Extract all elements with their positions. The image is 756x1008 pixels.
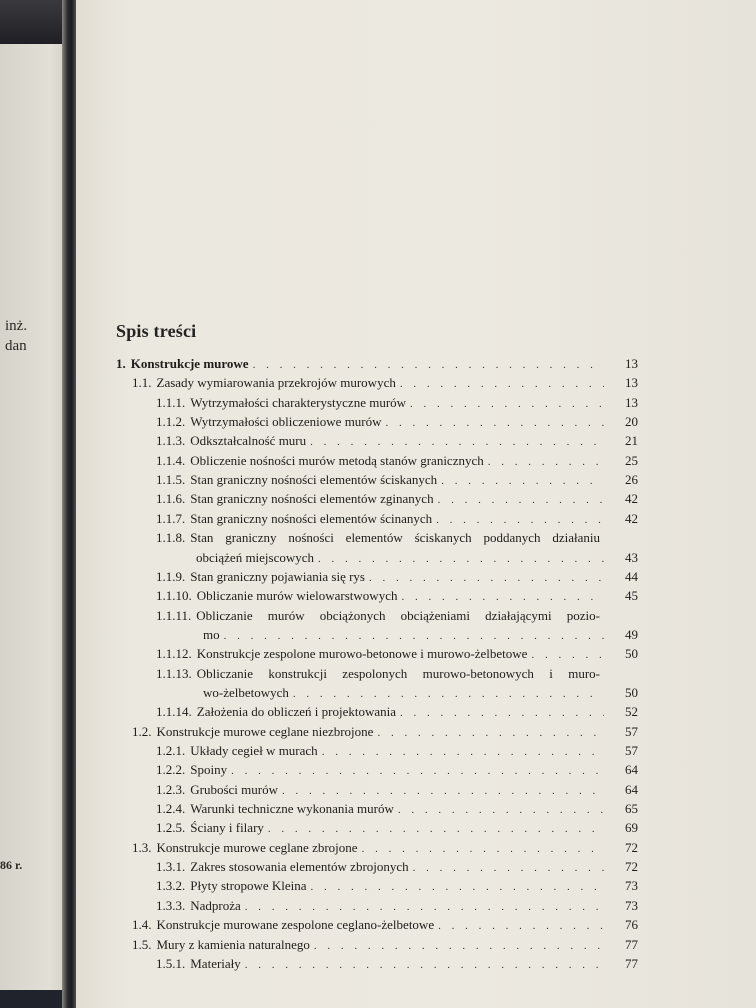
toc-leader-dots: [318, 551, 604, 568]
toc-entry-title: Stan graniczny nośności elementów ściskanych poddanych działaniu: [190, 530, 600, 545]
toc-entry-number: 1.3.: [132, 840, 152, 855]
toc-entry: [156, 587, 638, 604]
toc-entry: [156, 529, 638, 546]
page-title: Spis treści: [116, 321, 197, 341]
toc-entry-title: Mury z kamienia naturalnego: [156, 937, 310, 952]
toc-entry-page: 72: [625, 840, 638, 855]
left-page-fragment: 86 r.: [0, 858, 23, 872]
toc-entry: [156, 761, 638, 778]
toc-entry-number: 1.1.7.: [156, 511, 186, 526]
toc-entry-title: Założenia do obliczeń i projektowania: [196, 704, 397, 719]
toc-entry: [132, 723, 638, 740]
toc-entry: [156, 897, 638, 914]
toc-leader-dots: [401, 589, 604, 606]
toc-entry-page: 65: [625, 801, 638, 816]
toc-entry-title: Konstrukcje zespolone murowo-betonowe i murowo-żelbetowe: [196, 646, 528, 661]
toc-leader-dots: [245, 899, 604, 916]
toc-entry-number: 1.1.: [132, 375, 152, 390]
toc-entry-number: 1.1.1.: [156, 395, 186, 410]
toc-entry-page: 69: [625, 820, 638, 835]
toc-entry-page: 42: [625, 511, 638, 526]
toc-entry: [156, 877, 638, 894]
toc-entry-page: 64: [625, 782, 638, 797]
toc-leader-dots: [293, 686, 604, 703]
toc-entry-number: 1.1.5.: [156, 472, 186, 487]
toc-entry: [156, 607, 638, 624]
toc-entry-number: 1.2.2.: [156, 762, 186, 777]
toc-entry: [116, 355, 638, 372]
toc-leader-dots: [441, 473, 604, 490]
toc-entry: [156, 645, 638, 662]
toc-entry-title: Obliczanie konstrukcji zespolonych murowo-betonowych i muro-: [196, 666, 600, 681]
toc-entry-number: 1.3.3.: [156, 898, 186, 913]
toc-entry-page: 42: [625, 491, 638, 506]
toc-entry-title: Konstrukcje murowe: [130, 356, 249, 371]
toc-entry-page: 77: [625, 956, 638, 971]
toc-entry: [156, 800, 638, 817]
toc-entry-page: 50: [625, 646, 638, 661]
toc-entry-title: Obliczenie nośności murów metodą stanów granicznych: [190, 453, 484, 468]
toc-entry: [132, 839, 638, 856]
toc-entry-title: Obliczanie murów obciążonych obciążeniami działającymi pozio-: [196, 608, 600, 623]
toc-entry-page: 57: [625, 724, 638, 739]
toc-entry-page: 49: [625, 627, 638, 642]
toc-entry: [156, 394, 638, 411]
toc-entry-page: 13: [625, 395, 638, 410]
toc-entry-title: Spoiny: [190, 762, 228, 777]
toc-entry-page: 77: [625, 937, 638, 952]
toc-entry-number: 1.1.10.: [156, 588, 192, 603]
toc-entry-number: 1.1.13.: [156, 666, 192, 681]
toc-entry: [156, 452, 638, 469]
toc-leader-dots: [400, 705, 604, 722]
toc-entry-continuation: [203, 626, 638, 643]
toc-leader-dots: [310, 434, 604, 451]
toc-entry-title: Stan graniczny nośności elementów ściskanych: [190, 472, 438, 487]
toc-entry-continuation: [196, 549, 638, 566]
toc-leader-dots: [362, 841, 604, 858]
toc-entry-page: 52: [625, 704, 638, 719]
toc-entry-page: 50: [625, 685, 638, 700]
toc-entry-number: 1.: [116, 356, 126, 371]
toc-entry-number: 1.2.5.: [156, 820, 186, 835]
toc-entry-title: Warunki techniczne wykonania murów: [190, 801, 394, 816]
toc-entry-number: 1.1.12.: [156, 646, 192, 661]
toc-leader-dots: [322, 744, 604, 761]
toc-entry-number: 1.1.11.: [156, 608, 192, 623]
toc-entry-page: 21: [625, 433, 638, 448]
toc-entry-number: 1.3.2.: [156, 878, 186, 893]
toc-entry-number: 1.1.9.: [156, 569, 186, 584]
toc-entry-page: 25: [625, 453, 638, 468]
toc-entry-number: 1.5.1.: [156, 956, 186, 971]
toc-entry-number: 1.2.3.: [156, 782, 186, 797]
toc-leader-dots: [386, 415, 604, 432]
toc-entry-title: Grubości murów: [190, 782, 278, 797]
toc-entry-title: Płyty stropowe Kleina: [190, 878, 307, 893]
toc-entry-number: 1.1.14.: [156, 704, 192, 719]
toc-entry-number: 1.4.: [132, 917, 152, 932]
toc-entry-number: 1.1.3.: [156, 433, 186, 448]
toc-leader-dots: [268, 821, 604, 838]
toc-leader-dots: [231, 763, 604, 780]
toc-leader-dots: [398, 802, 604, 819]
toc-entry-title: Konstrukcje murowe ceglane niezbrojone: [156, 724, 374, 739]
toc-entry-page: 57: [625, 743, 638, 758]
toc-entry-title: Konstrukcje murowe ceglane zbrojone: [156, 840, 358, 855]
toc-entry-page: 45: [625, 588, 638, 603]
toc-entry-title-continuation: obciążeń miejscowych: [196, 550, 315, 565]
toc-entry-page: 44: [625, 569, 638, 584]
toc-leader-dots: [224, 628, 604, 645]
toc-entry-number: 1.2.1.: [156, 743, 186, 758]
toc-entry: [156, 490, 638, 507]
toc-entry-page: 73: [625, 898, 638, 913]
toc-entry-page: 72: [625, 859, 638, 874]
toc-entry: [156, 510, 638, 527]
toc-entry-page: 26: [625, 472, 638, 487]
toc-entry-title-continuation: mo: [203, 627, 220, 642]
toc-leader-dots: [531, 647, 604, 664]
toc-entry: [156, 742, 638, 759]
toc-entry-title: Materiały: [190, 956, 241, 971]
toc-entry: [132, 936, 638, 953]
toc-leader-dots: [436, 512, 604, 529]
left-page-fragment: dan: [5, 338, 27, 354]
toc-entry-number: 1.2.4.: [156, 801, 186, 816]
toc-entry-number: 1.1.4.: [156, 453, 186, 468]
toc-leader-dots: [253, 357, 604, 374]
toc-leader-dots: [311, 879, 604, 896]
toc-entry: [156, 665, 638, 682]
toc-entry: [156, 568, 638, 585]
toc-entry-number: 1.2.: [132, 724, 152, 739]
toc-entry: [132, 916, 638, 933]
toc-entry: [156, 703, 638, 720]
toc-entry-page: 43: [625, 550, 638, 565]
toc-leader-dots: [400, 376, 604, 393]
toc-entry: [156, 781, 638, 798]
toc-entry-page: 64: [625, 762, 638, 777]
toc-entry-title-continuation: wo-żelbetowych: [203, 685, 289, 700]
toc-entry-number: 1.3.1.: [156, 859, 186, 874]
toc-entry-page: 13: [625, 375, 638, 390]
toc-entry-title: Stan graniczny nośności elementów zginanych: [190, 491, 434, 506]
toc-entry-title: Ściany i filary: [190, 820, 264, 835]
toc-entry-title: Wytrzymałości obliczeniowe murów: [190, 414, 382, 429]
toc-entry-title: Wytrzymałości charakterystyczne murów: [190, 395, 407, 410]
toc-entry: [132, 374, 638, 391]
toc-leader-dots: [438, 918, 604, 935]
toc-entry-title: Zakres stosowania elementów zbrojonych: [190, 859, 409, 874]
toc-entry-title: Stan graniczny nośności elementów ścinanych: [190, 511, 433, 526]
toc-leader-dots: [410, 396, 604, 413]
toc-leader-dots: [377, 725, 604, 742]
toc-entry-page: 76: [625, 917, 638, 932]
toc-entry-page: 73: [625, 878, 638, 893]
toc-leader-dots: [314, 938, 604, 955]
toc-entry-title: Obliczanie murów wielowarstwowych: [196, 588, 398, 603]
toc-entry-page: 13: [625, 356, 638, 371]
toc-entry: [156, 819, 638, 836]
toc-entry-page: 20: [625, 414, 638, 429]
toc-entry-title: Układy cegieł w murach: [190, 743, 318, 758]
left-page-fragment: inż.: [5, 318, 28, 334]
toc-entry: [156, 413, 638, 430]
toc-entry-number: 1.5.: [132, 937, 152, 952]
toc-leader-dots: [282, 783, 604, 800]
toc-leader-dots: [488, 454, 604, 471]
toc-entry-title: Zasady wymiarowania przekrojów murowych: [156, 375, 396, 390]
toc-leader-dots: [438, 492, 604, 509]
toc-entry-title: Odkształcalność muru: [190, 433, 307, 448]
toc-entry-title: Konstrukcje murowane zespolone ceglano-żelbetowe: [156, 917, 435, 932]
toc-entry-continuation: [203, 684, 638, 701]
toc-entry-title: Nadproża: [190, 898, 241, 913]
toc-entry-title: Stan graniczny pojawiania się rys: [190, 569, 365, 584]
toc-entry-number: 1.1.8.: [156, 530, 186, 545]
toc-entry: [156, 471, 638, 488]
toc-entry-number: 1.1.2.: [156, 414, 186, 429]
toc-entry-number: 1.1.6.: [156, 491, 186, 506]
toc-entry: [156, 432, 638, 449]
toc-entry: [156, 955, 638, 972]
toc-leader-dots: [413, 860, 604, 877]
toc-leader-dots: [245, 957, 604, 974]
toc-leader-dots: [369, 570, 604, 587]
toc-entry: [156, 858, 638, 875]
